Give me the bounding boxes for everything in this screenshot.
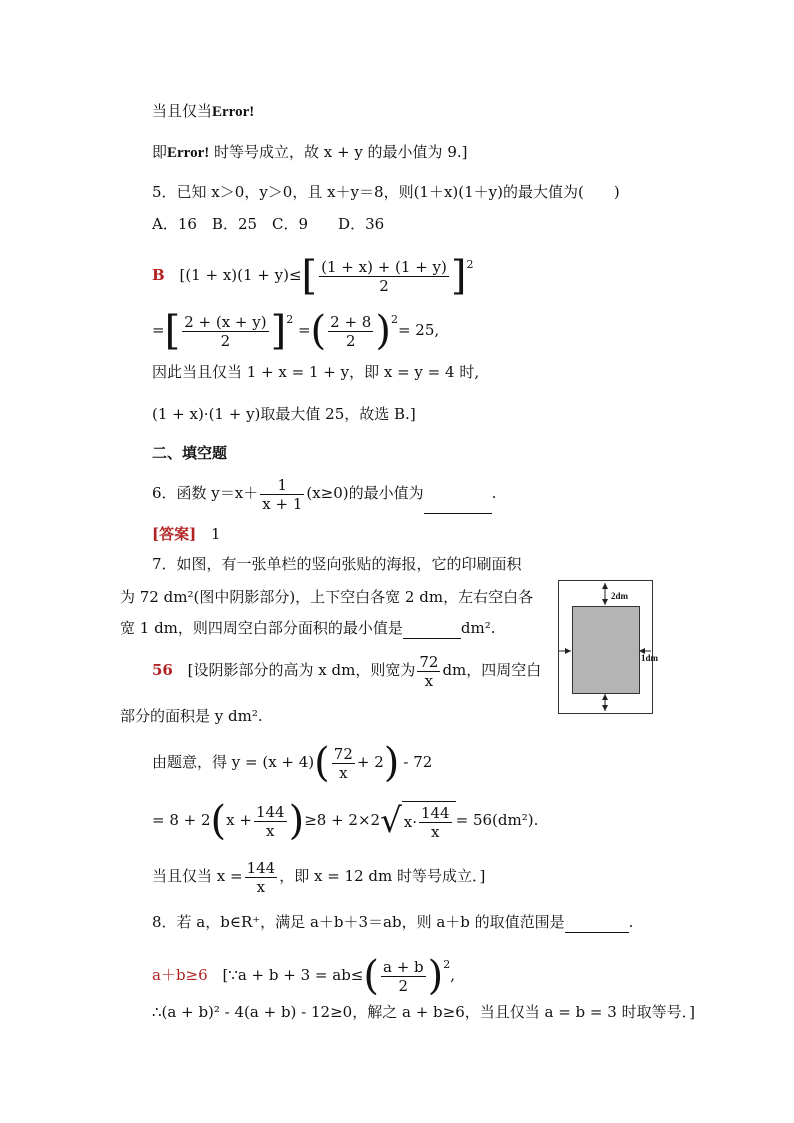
text-span: . (628, 913, 634, 931)
question-7-line-3 (120, 618, 496, 639)
paren: ( (314, 740, 330, 786)
exponent: 2 (390, 313, 398, 326)
q7-solution-3 (152, 740, 433, 786)
text-span: = 25, (397, 321, 440, 339)
fraction (417, 653, 440, 690)
paren: ( (363, 953, 379, 999)
question-5-options: A．16 B．25 C．9 D．36 (152, 215, 385, 233)
numerator: 144 (255, 802, 285, 821)
q5-solution-1 (152, 245, 474, 299)
text-span: + 2 (356, 753, 384, 771)
q7-solution-4 (152, 800, 538, 842)
text-span: = 8 + 2 (152, 811, 211, 829)
text-span: - 72 (403, 753, 433, 771)
text-span: = (297, 321, 311, 339)
text-span: [设阴影部分的高为 x dm，则宽为 (187, 661, 416, 679)
answer-blank (565, 912, 629, 933)
q7-solution-2: 部分的面积是 y dm². (120, 707, 263, 725)
answer-label: [答案] (152, 525, 197, 543)
label-1dm: 1dm (641, 653, 659, 663)
text-span: 6．函数 y＝x＋ (152, 484, 259, 502)
bracket: ] (450, 253, 467, 299)
error-field: Error! (167, 145, 210, 161)
text-span: 时等号成立，故 x + y 的最小值为 9.] (209, 143, 468, 161)
paren: ) (288, 798, 305, 844)
q5-solution-2 (152, 300, 440, 354)
numerator: (1 + x) + (1 + y) (321, 257, 447, 276)
q8-solution-2: ∴(a + b)² - 4(a + b) - 12≥0，解之 a + b≥6，当且仅当 a = b = 3 时取等号．] (152, 1003, 695, 1021)
exponent: 2 (466, 258, 474, 271)
exponent: 2 (286, 313, 294, 326)
numerator: 1 (260, 476, 304, 495)
numerator: 72 (333, 744, 353, 763)
text-span: 即 (152, 143, 168, 161)
label-2dm: 2dm (611, 591, 629, 601)
fraction (319, 258, 449, 295)
question-8-stem (152, 912, 633, 933)
question-6-stem (152, 473, 496, 514)
sqrt-sign: √ (380, 801, 402, 841)
paren: ) (427, 953, 444, 999)
answer-blank (424, 473, 492, 514)
paren: ( (310, 308, 327, 354)
numerator: a + b (382, 957, 424, 976)
paren: ( (210, 798, 227, 844)
denominator: x (339, 763, 348, 782)
text-span: (x≥0)的最小值为 (306, 484, 424, 502)
section-heading: 二、填空题 (152, 444, 228, 462)
numerator: 144 (420, 804, 450, 822)
text-span: 当且仅当 (152, 102, 213, 120)
answer-label: B (152, 266, 165, 284)
denominator: 2 (398, 976, 409, 995)
error-field: Error! (212, 104, 255, 120)
q8-solution-1 (152, 945, 456, 999)
denominator: 2 (345, 331, 356, 350)
q7-solution-1 (152, 650, 541, 690)
question-7-line-2: 为 72 dm²(图中阴影部分)，上下空白各宽 2 dm，左右空白各 (120, 588, 534, 606)
denominator: x (424, 671, 434, 690)
text-span: 宽 1 dm，则四周空白部分面积的最小值是 (120, 619, 403, 637)
q7-solution-5 (152, 856, 485, 896)
bracket: [ (164, 308, 181, 354)
text-span: x· (403, 812, 417, 831)
denominator: 2 (220, 331, 231, 350)
fraction (182, 313, 268, 350)
q5-solution-4: (1 + x)·(1 + y)取最大值 25，故选 B.] (152, 405, 416, 423)
text-span: , (450, 966, 456, 984)
fraction (419, 804, 452, 841)
numerator: 144 (246, 858, 276, 877)
text-span: 由题意，得 y = (x + 4) (152, 753, 315, 771)
question-6-answer (152, 524, 221, 544)
denominator: x (431, 823, 440, 841)
text-span: ，即 x = 12 dm 时等号成立．] (279, 867, 486, 885)
denominator: 2 (379, 276, 389, 295)
denominator: x + 1 (262, 494, 303, 513)
fraction (328, 313, 373, 350)
fraction (245, 859, 278, 896)
answer-blank (403, 618, 461, 639)
text-span: [(1 + x)(1 + y)≤ (179, 266, 302, 284)
denominator: x (266, 821, 275, 840)
text-span: . (491, 484, 497, 502)
question-7-line-1: 7．如图，有一张单栏的竖向张贴的海报，它的印刷面积 (152, 555, 522, 573)
answer-label: a＋b≥6 (152, 966, 208, 984)
fraction (254, 803, 287, 840)
numerator: 2 + 8 (330, 312, 372, 331)
fraction (381, 958, 426, 995)
figure-arrows (559, 581, 652, 713)
text-span: dm². (460, 619, 496, 637)
text-span: x + (226, 811, 252, 829)
exponent: 2 (443, 958, 451, 971)
text-span: [∵a + b + 3 = ab≤ (222, 966, 364, 984)
answer-value: 1 (210, 525, 221, 543)
paren: ) (375, 308, 391, 354)
answer-label: 56 (152, 661, 173, 679)
text-span: = (152, 321, 165, 339)
numerator: 2 + (x + y) (184, 312, 267, 331)
text-span: dm，四周空白 (442, 661, 542, 679)
text-span: = 56(dm²). (455, 811, 539, 829)
sqrt-body (402, 801, 456, 842)
text-span: 8．若 a，b∈R⁺，满足 a＋b＋3＝ab，则 a＋b 的取值范围是 (152, 913, 565, 931)
bracket: [ (301, 253, 318, 299)
question-5-stem: 5．已知 x＞0，y＞0，且 x＋y＝8，则(1＋x)(1＋y)的最大值为( ) (152, 183, 620, 201)
bracket: ] (270, 308, 287, 354)
fraction (332, 745, 355, 782)
numerator: 72 (419, 652, 439, 671)
text-span: ≥8 + 2×2 (304, 811, 381, 829)
text-span: 当且仅当 x = (152, 867, 243, 885)
paren: ) (383, 740, 400, 786)
denominator: x (256, 877, 266, 896)
poster-figure (558, 580, 659, 714)
q5-solution-3: 因此当且仅当 1 + x = 1 + y，即 x = y = 4 时, (152, 363, 480, 381)
fraction (260, 476, 304, 513)
text-line (152, 142, 468, 163)
text-line (152, 101, 254, 122)
